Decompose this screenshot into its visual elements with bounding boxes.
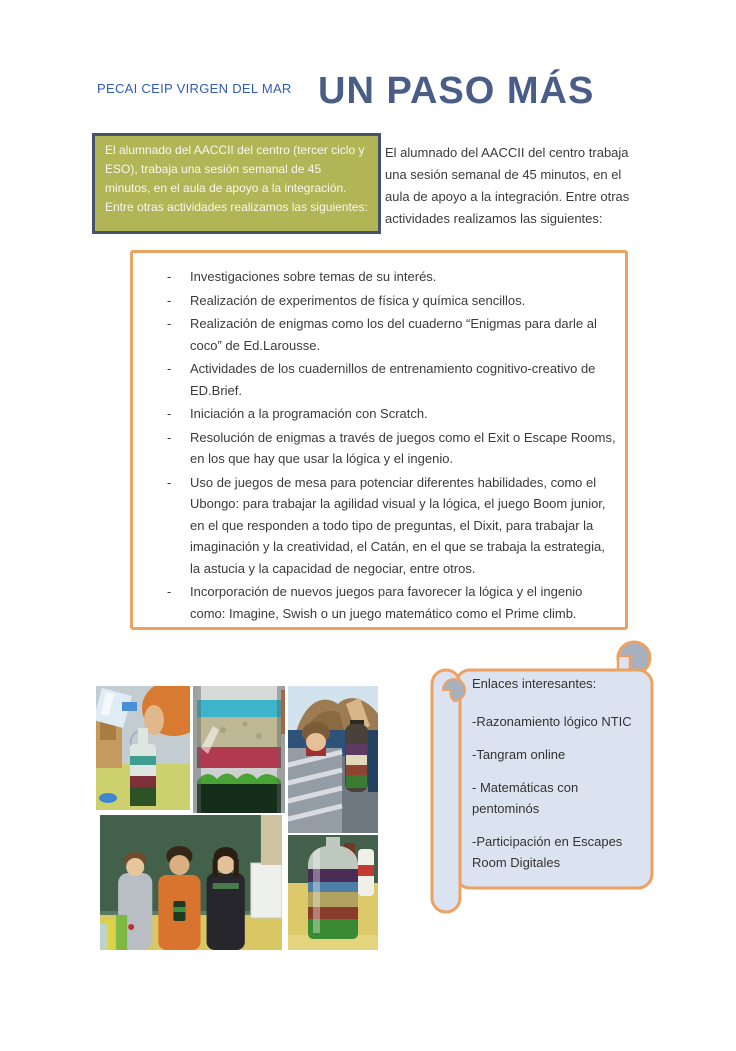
photo-density-column-closeup <box>193 686 285 813</box>
activity-item <box>167 472 617 580</box>
link-item: -Tangram online <box>472 747 566 762</box>
links-scroll <box>430 638 658 916</box>
activity-text: Resolución de enigmas a través de juegos como el Exit o Escape Rooms, en los que hay que usar la lógica y el ingenio. <box>190 429 616 466</box>
activity-text: Actividades de los cuadernillos de entrenamiento cognitivo-creativo de ED.Brief. <box>190 361 596 398</box>
intro-box <box>92 133 381 234</box>
header-school-name: PECAI CEIP VIRGEN DEL MAR <box>97 81 292 96</box>
links-content <box>472 674 648 885</box>
links-title: Enlaces interesantes: <box>472 676 597 691</box>
activity-bullet: - <box>167 584 172 599</box>
activity-text: Realización de experimentos de física y química sencillos. <box>190 292 526 308</box>
activity-text: Realización de enigmas como los del cuaderno “Enigmas para darle al coco” de Ed.Larousse. <box>190 316 597 353</box>
intro-paragraph: El alumnado del AACCII del centro trabaja una sesión semanal de 45 minutos, en el aula de apoyo a la integración. Entre otras actividades realizamos las siguientes: <box>385 145 630 226</box>
activities-box <box>130 250 628 630</box>
page-title: UN PASO MÁS <box>318 70 595 112</box>
activity-bullet: - <box>167 429 172 445</box>
activities-list <box>167 266 617 624</box>
activity-text: Uso de juegos de mesa para potenciar diferentes habilidades, como el Ubongo: para trabajar la agilidad visual y la lógica, el juego Boom junior, en el que responden a todo tipo de preguntas, el Dixit, para trabajar la imaginación y la creatividad, el Catán, en el que se trabaja la estrategia, la astucia y la capacidad de negociar, entre otros. <box>190 474 606 576</box>
photo-pouring-experiment <box>96 686 190 810</box>
activity-bullet: - <box>167 474 172 490</box>
link-item: -Razonamiento lógico NTIC <box>472 714 632 729</box>
activity-text: Iniciación a la programación con Scratch. <box>190 406 428 421</box>
link-item: -Participación en Escapes Room Digitales <box>472 834 623 870</box>
intro-box-text: El alumnado del AACCII del centro (tercer ciclo y ESO), trabaja una sesión semanal de 45 minutos, en el aula de apoyo a la integración. Entre otras actividades realizamos las siguientes: <box>105 143 368 214</box>
activity-item <box>167 403 617 425</box>
photo-students-group <box>100 815 282 950</box>
link-item: - Matemáticas con pentominós <box>472 780 579 816</box>
activity-item <box>167 290 617 312</box>
links-list <box>472 711 648 873</box>
activity-bullet: - <box>167 406 172 421</box>
activity-text: Incorporación de nuevos juegos para favorecer la lógica y el ingenio como: Imagine, Swish o un juego matemático como el Prime climb. <box>190 584 583 621</box>
activity-item <box>167 266 617 288</box>
activity-bullet: - <box>167 361 172 376</box>
photo-layered-bottle-desk <box>288 835 378 950</box>
activity-text: Investigaciones sobre temas de su interés. <box>190 269 437 284</box>
activity-item <box>167 313 617 356</box>
activity-bullet: - <box>167 269 172 284</box>
activity-bullet: - <box>167 292 172 308</box>
photo-boy-with-bottle-outdoors <box>288 686 378 833</box>
activity-item <box>167 358 617 401</box>
photo-collage <box>96 686 380 952</box>
activity-bullet: - <box>167 316 172 331</box>
activity-item <box>167 581 617 624</box>
activity-item <box>167 427 617 470</box>
